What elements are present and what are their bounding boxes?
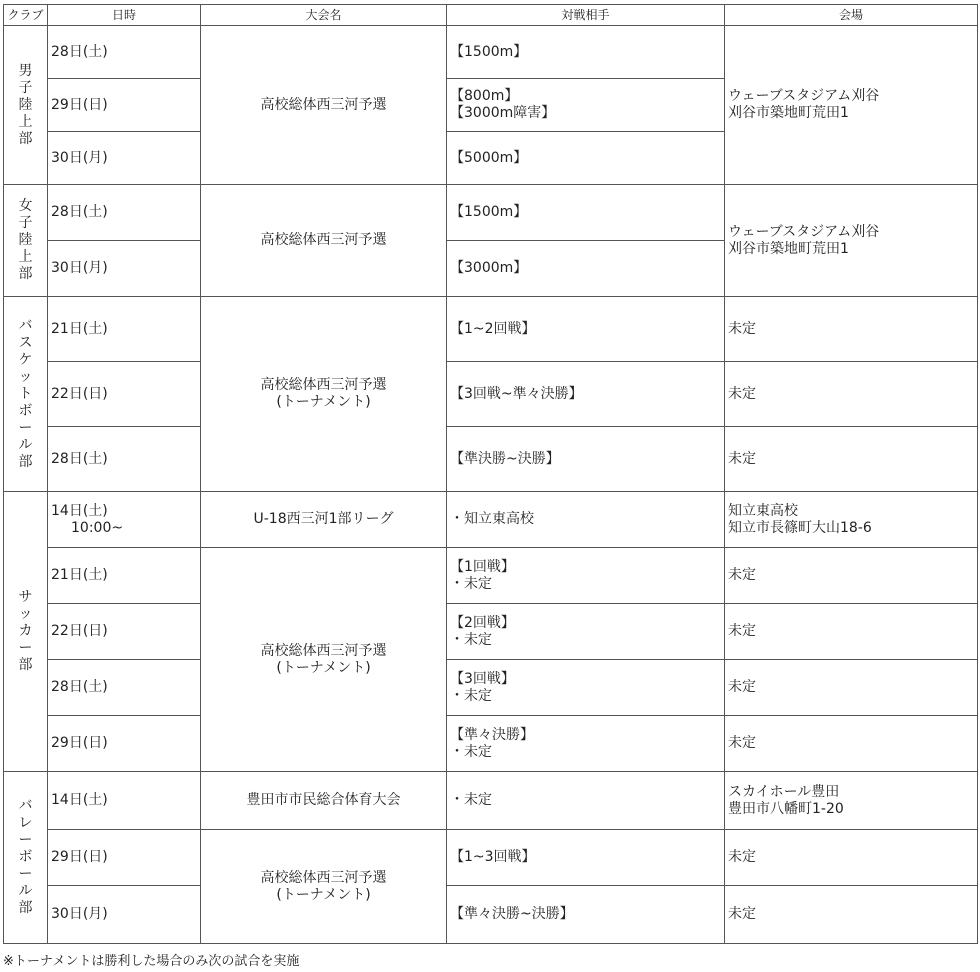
venue-cell: スカイホール豊田 豊田市八幡町1-20 bbox=[725, 772, 978, 830]
opponent-cell: 【800m】 【3000m障害】 bbox=[447, 79, 725, 132]
club-cell: サッカー部 bbox=[4, 492, 48, 772]
venue-cell: 未定 bbox=[725, 427, 978, 492]
meet-cell: 高校総体西三河予選 bbox=[201, 26, 447, 185]
club-cell: 女子陸上部 bbox=[4, 185, 48, 297]
opponent-cell: 【1500m】 bbox=[447, 185, 725, 241]
venue-cell: ウェーブスタジアム刈谷 刈谷市築地町荒田1 bbox=[725, 185, 978, 297]
club-cell: 男子陸上部 bbox=[4, 26, 48, 185]
table-row bbox=[4, 604, 978, 660]
date-cell: 28日(土) bbox=[48, 427, 201, 492]
club-cell: バスケットボール部 bbox=[4, 297, 48, 492]
opponent-cell: 【準々決勝~決勝】 bbox=[447, 886, 725, 944]
table-row bbox=[4, 297, 978, 362]
date-cell: 28日(土) bbox=[48, 26, 201, 79]
table-row bbox=[4, 362, 978, 427]
schedule-table bbox=[3, 4, 978, 944]
venue-cell: ウェーブスタジアム刈谷 刈谷市築地町荒田1 bbox=[725, 26, 978, 185]
table-row bbox=[4, 886, 978, 944]
opponent-cell: 【1500m】 bbox=[447, 26, 725, 79]
date-cell: 29日(日) bbox=[48, 830, 201, 886]
table-row bbox=[4, 716, 978, 772]
opponent-cell: 【3000m】 bbox=[447, 241, 725, 297]
opponent-cell: 【準決勝~決勝】 bbox=[447, 427, 725, 492]
date-cell: 30日(月) bbox=[48, 241, 201, 297]
venue-cell: 未定 bbox=[725, 660, 978, 716]
table-row bbox=[4, 492, 978, 548]
table-row bbox=[4, 185, 978, 241]
opponent-cell: 【1~3回戦】 bbox=[447, 830, 725, 886]
opponent-cell: ・未定 bbox=[447, 772, 725, 830]
header-meet: 大会名 bbox=[201, 5, 447, 26]
table-row bbox=[4, 660, 978, 716]
meet-cell: 高校総体西三河予選 (トーナメント) bbox=[201, 297, 447, 492]
date-cell: 28日(土) bbox=[48, 185, 201, 241]
venue-cell: 未定 bbox=[725, 830, 978, 886]
opponent-cell: 【2回戦】 ・未定 bbox=[447, 604, 725, 660]
venue-cell: 未定 bbox=[725, 716, 978, 772]
footnote: ※トーナメントは勝利した場合のみ次の試合を実施 bbox=[3, 954, 300, 969]
table-row bbox=[4, 772, 978, 830]
venue-cell: 知立東高校 知立市長篠町大山18-6 bbox=[725, 492, 978, 548]
opponent-cell: 【1~2回戦】 bbox=[447, 297, 725, 362]
date-cell: 28日(土) bbox=[48, 660, 201, 716]
venue-cell: 未定 bbox=[725, 604, 978, 660]
table-row bbox=[4, 548, 978, 604]
opponent-cell: 【3回戦】 ・未定 bbox=[447, 660, 725, 716]
date-cell: 30日(月) bbox=[48, 132, 201, 185]
opponent-cell: 【5000m】 bbox=[447, 132, 725, 185]
date-cell: 30日(月) bbox=[48, 886, 201, 944]
venue-cell: 未定 bbox=[725, 886, 978, 944]
opponent-cell: 【準々決勝】 ・未定 bbox=[447, 716, 725, 772]
date-cell: 14日(土) 10:00~ bbox=[48, 492, 201, 548]
table-row bbox=[4, 830, 978, 886]
date-cell: 22日(日) bbox=[48, 604, 201, 660]
club-cell: バレーボール部 bbox=[4, 772, 48, 944]
meet-cell: U-18西三河1部リーグ bbox=[201, 492, 447, 548]
table-row bbox=[4, 427, 978, 492]
date-cell: 21日(土) bbox=[48, 297, 201, 362]
table-row bbox=[4, 26, 978, 79]
date-cell: 29日(日) bbox=[48, 79, 201, 132]
venue-cell: 未定 bbox=[725, 548, 978, 604]
opponent-cell: ・知立東高校 bbox=[447, 492, 725, 548]
opponent-cell: 【3回戦~準々決勝】 bbox=[447, 362, 725, 427]
header-opponent: 対戦相手 bbox=[447, 5, 725, 26]
header-date: 日時 bbox=[48, 5, 201, 26]
venue-cell: 未定 bbox=[725, 362, 978, 427]
date-cell: 22日(日) bbox=[48, 362, 201, 427]
opponent-cell: 【1回戦】 ・未定 bbox=[447, 548, 725, 604]
meet-cell: 高校総体西三河予選 bbox=[201, 185, 447, 297]
venue-cell: 未定 bbox=[725, 297, 978, 362]
header-row bbox=[4, 5, 978, 26]
date-cell: 14日(土) bbox=[48, 772, 201, 830]
header-club: クラブ bbox=[4, 5, 48, 26]
date-cell: 21日(土) bbox=[48, 548, 201, 604]
meet-cell: 高校総体西三河予選 (トーナメント) bbox=[201, 548, 447, 772]
date-cell: 29日(日) bbox=[48, 716, 201, 772]
meet-cell: 高校総体西三河予選 (トーナメント) bbox=[201, 830, 447, 944]
header-venue: 会場 bbox=[725, 5, 978, 26]
meet-cell: 豊田市市民総合体育大会 bbox=[201, 772, 447, 830]
